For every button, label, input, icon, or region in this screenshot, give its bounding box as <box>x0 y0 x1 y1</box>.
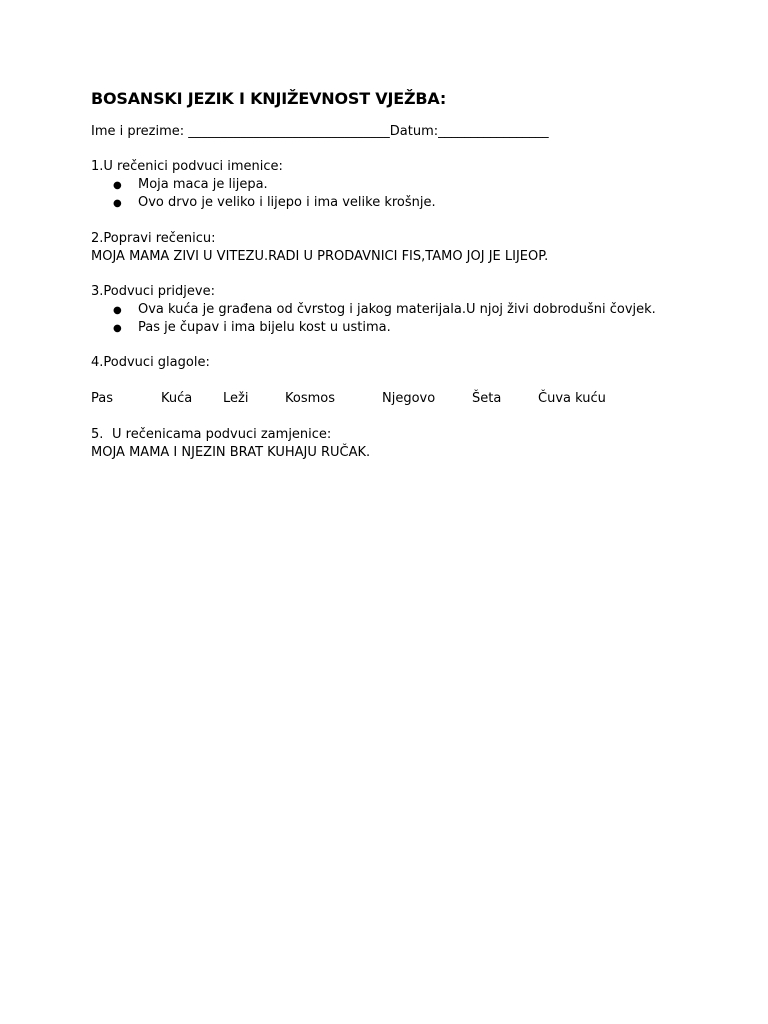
bullet-icon: ● <box>113 323 122 334</box>
q4-word: Njegovo <box>382 391 436 406</box>
q5-number: 5. <box>91 427 104 442</box>
q2-heading: 2.Popravi rečenicu: <box>91 231 216 246</box>
q4-heading: 4.Podvuci glagole: <box>91 355 210 370</box>
q4-word: Kuća <box>161 391 193 406</box>
name-date-line: Ime i prezime: _______________________________Datum:_________________ <box>91 124 549 139</box>
q4-word: Šeta <box>472 391 502 406</box>
q1-item-2: Ovo drvo je veliko i lijepo i ima velike krošnje. <box>138 195 436 210</box>
q5-heading: U rečenicama podvuci zamjenice: <box>112 427 332 442</box>
q4-word: Kosmos <box>285 391 335 406</box>
bullet-icon: ● <box>113 198 122 209</box>
q3-item-2: Pas je čupav i ima bijelu kost u ustima. <box>138 320 391 335</box>
q3-heading: 3.Podvuci pridjeve: <box>91 284 215 299</box>
q5-sentence: MOJA MAMA I NJEZIN BRAT KUHAJU RUČAK. <box>91 445 371 460</box>
q2-sentence: MOJA MAMA ZIVI U VITEZU.RADI U PRODAVNICI FIS,TAMO JOJ JE LIJEOP. <box>91 249 549 264</box>
q1-item-1: Moja maca je lijepa. <box>138 177 268 192</box>
q1-heading: 1.U rečenici podvuci imenice: <box>91 159 283 174</box>
q4-word: Leži <box>223 391 249 406</box>
bullet-icon: ● <box>113 305 122 316</box>
bullet-icon: ● <box>113 180 122 191</box>
page-title: BOSANSKI JEZIK I KNJIŽEVNOST VJEŽBA: <box>91 89 447 108</box>
q3-item-1: Ova kuća je građena od čvrstog i jakog materijala.U njoj živi dobrodušni čovjek. <box>138 302 656 317</box>
q4-word: Čuva kuću <box>538 391 606 406</box>
q4-word: Pas <box>91 391 113 406</box>
